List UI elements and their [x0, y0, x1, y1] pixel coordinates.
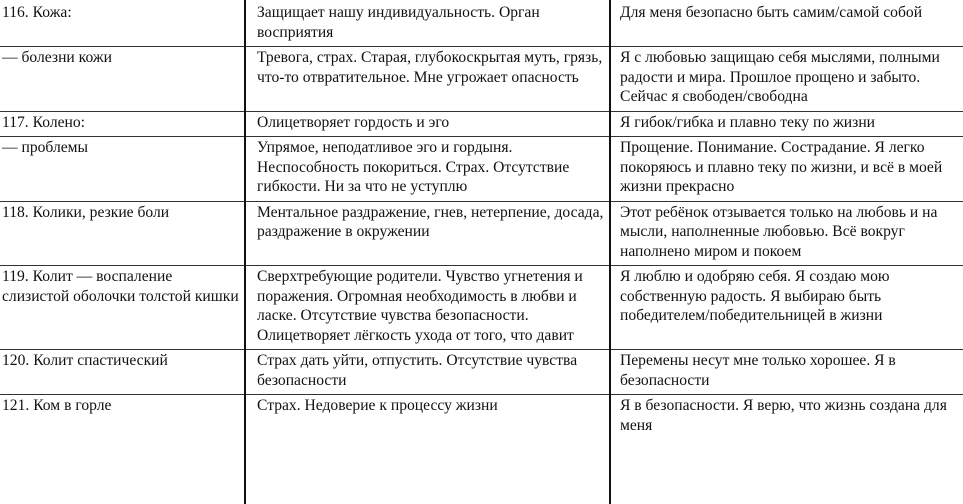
column-divider	[244, 0, 246, 504]
table-row	[0, 395, 963, 440]
affirmation-cell: Я с любовью защищаю себя мыслями, полными радости и мира. Прошлое прощено и забыто. Сейчас я свободен/свободна	[610, 47, 963, 112]
term-cell: 117. Колено:	[0, 111, 245, 137]
affirmation-cell: Я в безопасности. Я верю, что жизнь создана для меня	[620, 397, 947, 434]
table-row	[0, 350, 963, 395]
table-row	[0, 47, 963, 112]
term-cell: 116. Кожа:	[0, 2, 245, 47]
table-row	[0, 137, 963, 202]
column-divider	[609, 0, 611, 504]
term-cell: 118. Колики, резкие боли	[0, 201, 245, 266]
affirmation-cell: Для меня безопасно быть самим/самой собой	[610, 2, 963, 47]
table-row	[0, 111, 963, 137]
term-cell: 120. Колит спастический	[0, 350, 245, 395]
affirmation-cell: Я гибок/гибка и плавно теку по жизни	[610, 111, 963, 137]
term-cell: 121. Ком в горле	[2, 397, 112, 414]
cause-cell: Страх. Недоверие к процессу жизни	[257, 397, 498, 414]
cause-cell: Тревога, страх. Старая, глубокоскрытая муть, грязь, что-то отвратительное. Мне угрожает опасность	[245, 47, 610, 112]
cause-cell: Защищает нашу индивидуальность. Орган восприятия	[245, 2, 610, 47]
table-row	[0, 201, 963, 266]
ailments-table	[0, 2, 963, 439]
table-row	[0, 266, 963, 350]
term-cell: — болезни кожи	[0, 47, 245, 112]
affirmation-cell: Я люблю и одобряю себя. Я создаю мою собственную радость. Я выбираю быть победителем/победительницей в жизни	[610, 266, 963, 350]
cause-cell: Ментальное раздражение, гнев, нетерпение, досада, раздражение в окружении	[245, 201, 610, 266]
cause-cell: Страх дать уйти, отпустить. Отсутствие чувства безопасности	[245, 350, 610, 395]
table-row	[0, 2, 963, 47]
table-body	[0, 2, 963, 439]
cause-cell: Сверхтребующие родители. Чувство угнетения и поражения. Огромная необходимость в любви и ласке. Отсутствие чувства безопасности. Олицетворяет лёгкость ухода от того, что давит	[245, 266, 610, 350]
affirmation-cell: Перемены несут мне только хорошее. Я в безопасности	[610, 350, 963, 395]
affirmation-cell: Прощение. Понимание. Сострадание. Я легко покоряюсь и плавно теку по жизни, и всё в моей жизни прекрасно	[610, 137, 963, 202]
term-cell: — проблемы	[0, 137, 245, 202]
cause-cell: Упрямое, неподатливое эго и гордыня. Неспособность покориться. Страх. Отсутствие гибкости. Ни за что не уступлю	[245, 137, 610, 202]
affirmation-cell: Этот ребёнок отзывается только на любовь и на мысли, наполненные любовью. Всё вокруг наполнено миром и покоем	[610, 201, 963, 266]
cause-cell: Олицетворяет гордость и эго	[245, 111, 610, 137]
term-cell: 119. Колит — воспаление слизистой оболочки толстой кишки	[0, 266, 245, 350]
